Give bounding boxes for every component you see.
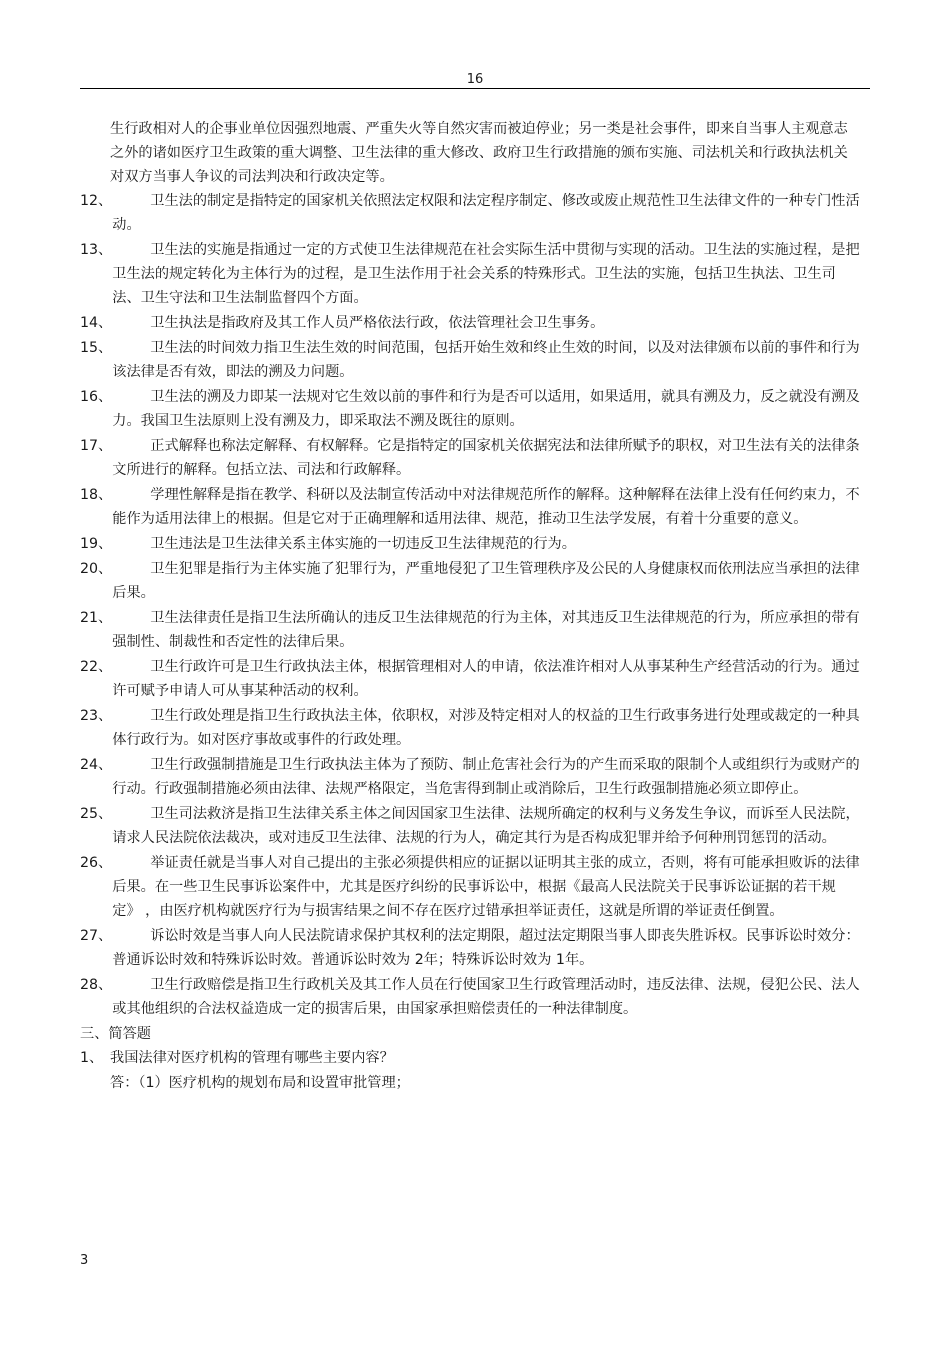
item-number: 21、	[80, 610, 113, 626]
question-item	[80, 1046, 860, 1070]
list-item	[80, 655, 860, 703]
section-title: 三、简答题	[80, 1026, 151, 1042]
answer-text: 答：（1）医疗机构的规划布局和设置审批管理；	[110, 1075, 410, 1091]
item-number: 14、	[80, 315, 113, 331]
header-rule	[80, 88, 870, 89]
continuation-paragraph: 生行政相对人的企事业单位因强烈地震、严重失火等自然灾害而被迫停业；另一类是社会事件，即来自当事人主观意志之外的诸如医疗卫生政策的重大调整、卫生法律的重大修改、政府卫生行政措施的颁布实施、司法机关和行政执法机关对双方当事人争议的司法判决和行政决定等。	[110, 121, 848, 185]
list-item	[80, 336, 860, 384]
list-item	[80, 238, 860, 310]
list-item	[80, 973, 860, 1021]
item-number: 22、	[80, 659, 113, 675]
item-text: 卫生行政赔偿是指卫生行政机关及其工作人员在行使国家卫生行政管理活动时，违反法律、法规，侵犯公民、法人或其他组织的合法权益造成一定的损害后果，由国家承担赔偿责任的一种法律制度。	[112, 977, 860, 1017]
list-item	[80, 385, 860, 433]
list-item	[80, 924, 860, 972]
item-text: 正式解释也称法定解释、有权解释。它是指特定的国家机关依据宪法和法律所赋予的职权，对卫生法有关的法律条文所进行的解释。包括立法、司法和行政解释。	[112, 438, 860, 478]
item-text: 卫生行政许可是卫生行政执法主体，根据管理相对人的申请，依法准许相对人从事某种生产经营活动的行为。通过许可赋予申请人可从事某种活动的权利。	[112, 659, 860, 699]
item-number: 17、	[80, 438, 113, 454]
header-page-number: 16	[466, 72, 484, 87]
list-item	[80, 557, 860, 605]
item-text: 学理性解释是指在教学、科研以及法制宣传活动中对法律规范所作的解释。这种解释在法律上没有任何约束力，不能作为适用法律上的根据。但是它对于正确理解和适用法律、规范，推动卫生法学发展，有着十分重要的意义。	[112, 487, 860, 527]
item-text: 卫生行政强制措施是卫生行政执法主体为了预防、制止危害社会行为的产生而采取的限制个人或组织行为或财产的行动。行政强制措施必须由法律、法规严格限定，当危害得到制止或消除后，卫生行政强制措施必须立即停止。	[112, 757, 860, 797]
list-item	[80, 483, 860, 531]
item-number: 18、	[80, 487, 113, 503]
item-number: 13、	[80, 242, 113, 258]
list-item	[80, 434, 860, 482]
list-item	[80, 311, 860, 335]
item-number: 28、	[80, 977, 113, 993]
item-number: 25、	[80, 806, 113, 822]
item-text: 卫生法律责任是指卫生法所确认的违反卫生法律规范的行为主体，对其违反卫生法律规范的行为，所应承担的带有强制性、制裁性和否定性的法律后果。	[112, 610, 860, 650]
item-number: 27、	[80, 928, 113, 944]
item-text: 卫生违法是卫生法律关系主体实施的一切违反卫生法律规范的行为。	[150, 536, 576, 552]
footer-page-number: 3	[80, 1253, 89, 1268]
item-text: 卫生法的溯及力即某一法规对它生效以前的事件和行为是否可以适用，如果适用，就具有溯及力，反之就没有溯及力。我国卫生法原则上没有溯及力，即采取法不溯及既往的原则。	[112, 389, 860, 429]
list-item	[80, 802, 860, 850]
definition-list	[80, 189, 860, 1021]
question-text: 我国法律对医疗机构的管理有哪些主要内容？	[110, 1050, 394, 1066]
question-number: 1、	[80, 1050, 104, 1066]
item-text: 卫生法的时间效力指卫生法生效的时间范围，包括开始生效和终止生效的时间，以及对法律颁布以前的事件和行为该法律是否有效，即法的溯及力问题。	[112, 340, 860, 380]
item-number: 26、	[80, 855, 113, 871]
list-item	[80, 704, 860, 752]
item-number: 15、	[80, 340, 113, 356]
item-number: 16、	[80, 389, 113, 405]
item-text: 卫生犯罪是指行为主体实施了犯罪行为，严重地侵犯了卫生管理秩序及公民的人身健康权而依刑法应当承担的法律后果。	[112, 561, 860, 601]
item-text: 卫生法的制定是指特定的国家机关依照法定权限和法定程序制定、修改或废止规范性卫生法律文件的一种专门性活动。	[112, 193, 860, 233]
list-item	[80, 753, 860, 801]
item-number: 23、	[80, 708, 113, 724]
item-text: 卫生执法是指政府及其工作人员严格依法行政，依法管理社会卫生事务。	[150, 315, 605, 331]
item-text: 举证责任就是当事人对自己提出的主张必须提供相应的证据以证明其主张的成立，否则，将有可能承担败诉的法律后果。在一些卫生民事诉讼案件中，尤其是医疗纠纷的民事诉讼中，根据《最高人民法院关于民事诉讼证据的若干规定》 ，由医疗机构就医疗行为与损害结果之间不存在医疗过错承担举证责任，这就是所谓的举证责任倒置。	[112, 855, 860, 919]
item-text: 卫生法的实施是指通过一定的方式使卫生法律规范在社会实际生活中贯彻与实现的活动。卫生法的实施过程，是把卫生法的规定转化为主体行为的过程，是卫生法作用于社会关系的特殊形式。卫生法的实施，包括卫生执法、卫生司法、卫生守法和卫生法制监督四个方面。	[112, 242, 860, 306]
item-number: 19、	[80, 536, 113, 552]
item-text: 卫生行政处理是指卫生行政执法主体，依职权，对涉及特定相对人的权益的卫生行政事务进行处理或裁定的一种具体行政行为。如对医疗事故或事件的行政处理。	[112, 708, 860, 748]
item-number: 12、	[80, 193, 113, 209]
list-item	[80, 532, 860, 556]
item-number: 20、	[80, 561, 113, 577]
document-body	[80, 117, 860, 1095]
list-item	[80, 606, 860, 654]
list-item	[80, 851, 860, 923]
item-text: 卫生司法救济是指卫生法律关系主体之间因国家卫生法律、法规所确定的权利与义务发生争议，而诉至人民法院，请求人民法院依法裁决，或对违反卫生法律、法规的行为人，确定其行为是否构成犯罪并给予何种刑罚惩罚的活动。	[112, 806, 860, 846]
list-item	[80, 189, 860, 237]
item-text: 诉讼时效是当事人向人民法院请求保护其权利的法定期限，超过法定期限当事人即丧失胜诉权。民事诉讼时效分：普通诉讼时效和特殊诉讼时效。普通诉讼时效为 2年；特殊诉讼时效为 1年。	[112, 928, 860, 968]
item-number: 24、	[80, 757, 113, 773]
